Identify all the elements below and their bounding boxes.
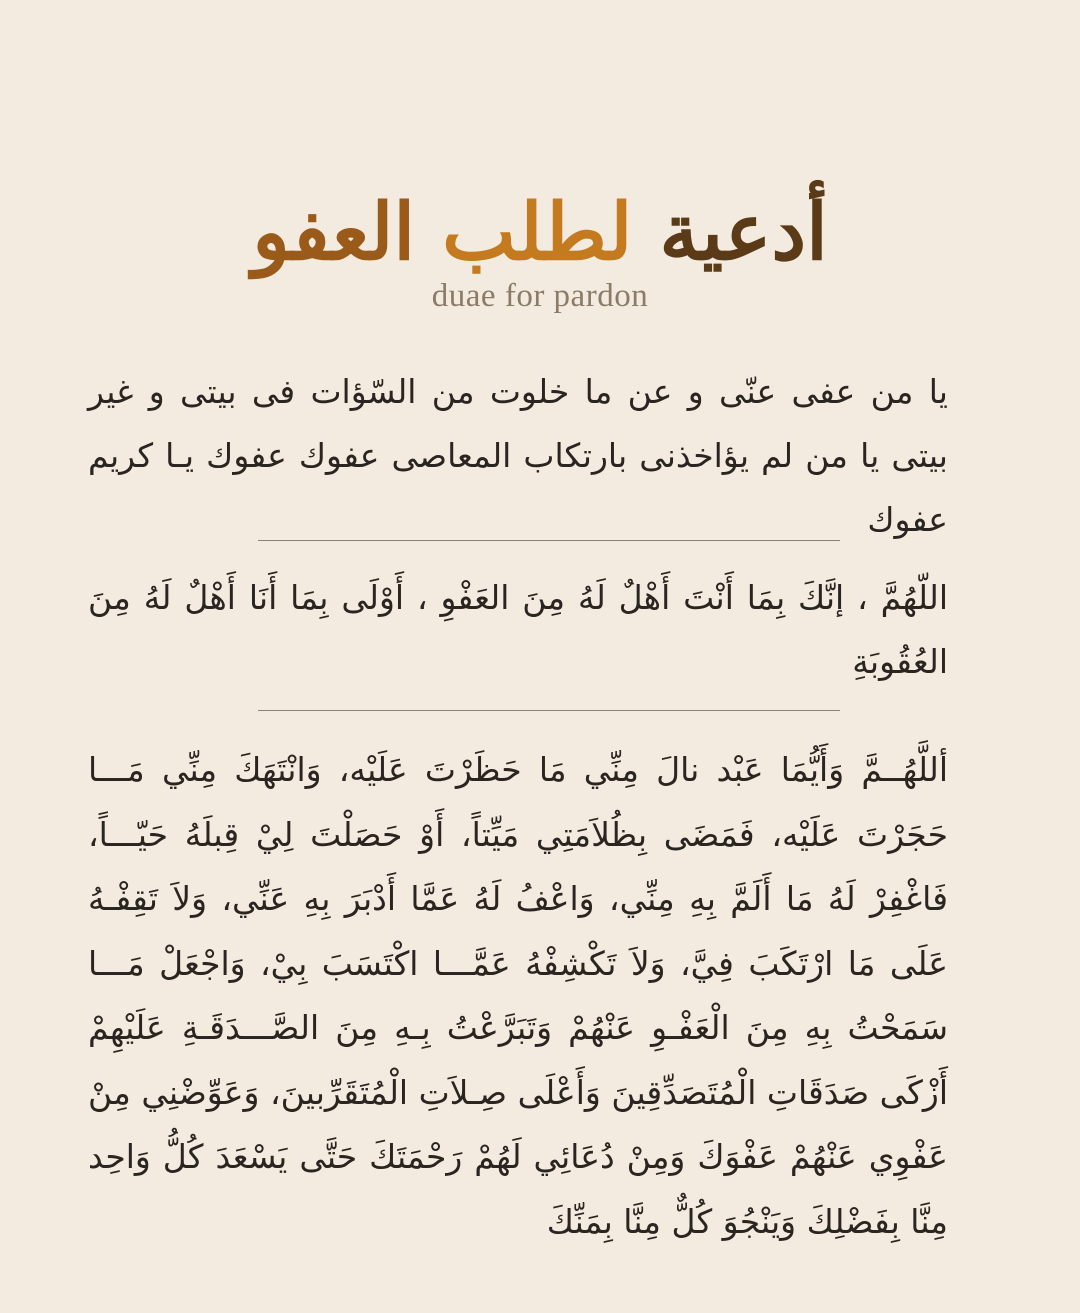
dua-text-2: اللّهُمَّ ، إنَّكَ بِمَا أَنْتَ أَهْلٌ لَهُ مِنَ العَفْوِ ، أَوْلَى بِمَا أَنَا أَهْلٌ لَهُ مِنَ العُقُوبَةِ <box>88 578 948 681</box>
page-title <box>0 178 1080 288</box>
title-word-dua: أدعية <box>659 187 828 278</box>
title-word-for: لطلب <box>442 187 633 278</box>
page-subtitle: duae for pardon <box>431 278 649 314</box>
dua-text-1: يا من عفى عنّى و عن ما خلوت من السّؤات فى بيتى و غير بيتى يا من لم يؤاخذنى بارتكاب المعاصى عفوك عفوك يـا كريم عفوك <box>88 372 948 539</box>
section-divider-2 <box>258 710 840 711</box>
dua-text-3: أللَّهُــمَّ وَأَيُّمَا عَبْد نالَ مِنِّي مَا حَظَرْتَ عَلَيْه، وَانْتَهَكَ مِنِّي مَـــا حَجَرْتَ عَلَيْه، فَمَضَى بِظُلاَمَتِي مَيِّتاً، أَوْ حَصَلْتَ لِيْ قِبلَهُ حَيّـــاً، فَاغْفِرْ لَهُ مَا أَلَمَّ بِهِ مِنِّي، وَاعْفُ لَهُ عَمَّا أَدْبَرَ بِهِ عَنِّي، وَلاَ تَقِفْـهُ عَلَى مَا ارْتَكَبَ فِيَّ، وَلاَ تَكْشِفْهُ عَمَّـــا اكْتَسَبَ بِيْ، وَاجْعَلْ مَـــا سَمَحْتُ بِهِ مِنَ الْعَفْـوِ عَنْهُمْ وَتَبَرَّعْتُ بِـهِ مِنَ الصَّـــدَقَـةِ عَلَيْهِمْ أَزْكَى صَدَقَاتِ الْمُتَصَدِّقِينَ وَأَعْلَى صِـلاَتِ الْمُتَقَرِّبينَ، وَعَوِّضْنِي مِنْ عَفْوِي عَنْهُمْ عَفْوَكَ وَمِنْ دُعَائِي لَهُمْ رَحْمَتَكَ حَتَّى يَسْعَدَ كُلُّ وَاحِد مِنَّا بِفَضْلِكَ وَيَنْجُوَ كُلٌّ مِنَّا بِمَنِّكَ <box>88 750 948 1241</box>
section-divider-1 <box>258 540 840 541</box>
title-word-pardon: العفو <box>252 187 416 278</box>
